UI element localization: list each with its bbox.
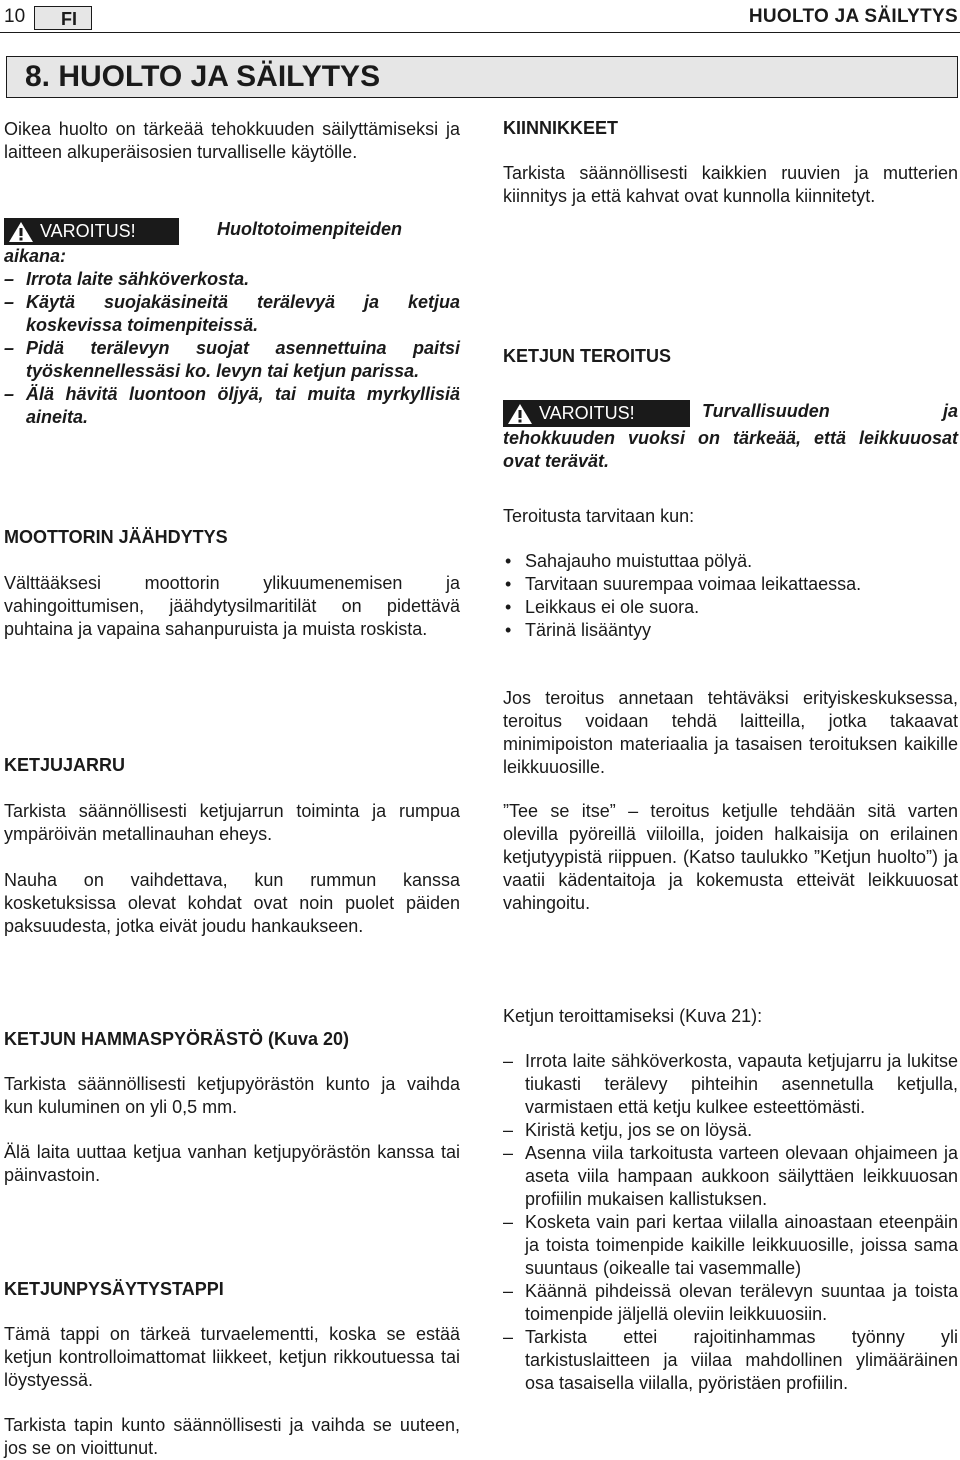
list-item: – Asenna viila tarkoitusta varteen olevaan ohjaimeen ja aseta viila hampaan aukkoon säilyttäen leikkuuosan profiilin mukaisen kallistuksen. (503, 1142, 958, 1211)
cooling-heading: MOOTTORIN JÄÄHDYTYS (4, 527, 228, 547)
brake-heading: KETJUJARRU (4, 755, 126, 775)
language-badge (34, 6, 92, 30)
warning-list (4, 268, 460, 429)
fasteners-paragraph: Tarkista säännöllisesti kaikkien ruuvien ja mutterien kiinnitys ja että kahvat ovat kunnolla kiinnitetyt. (503, 163, 958, 206)
cooling-paragraph: Välttääksesi moottorin ylikuumenemisen ja vahingoittumisen, jäähdytysilmaritilät on pidettävä puhtaina ja vapaina sahanpuruista ja muista roskista. (4, 573, 460, 639)
chapter-title-bar (6, 56, 958, 98)
sharpening-warning (503, 400, 958, 473)
header-rule (0, 32, 960, 33)
list-item: • Tärinä lisääntyy (503, 619, 958, 642)
list-item: – Kosketa vain pari kertaa viilalla ainoastaan eteenpäin ja toista toimenpide kaikille leikkuuosille, joissa sama suuntaus (oikealle tai vasemmalle) (503, 1211, 958, 1280)
sharpening-needed-intro: Teroitusta tarvitaan kun: (503, 506, 695, 526)
sprocket-heading: KETJUN HAMMASPYÖRÄSTÖ (Kuva 20) (4, 1029, 350, 1049)
list-item: – Irrota laite sähköverkosta, vapauta ketjujarru ja lukitse tiukasti terälevy pihteihin asennetulla ketjulla, varmistaen että ketju kulkee esteettömästi. (503, 1050, 958, 1119)
warning-badge (503, 400, 690, 427)
running-section-title: HUOLTO JA SÄILYTYS (748, 6, 958, 27)
warning-triangle-icon (507, 403, 533, 425)
warning-badge (4, 218, 179, 245)
sharpening-paragraph-2: ”Tee se itse” – teroitus ketjulle tehdään sitä varten olevilla pyöreillä viiloilla, joiden halkaisija on erilainen ketjutyypistä riippuen. (Katso taulukko ”Ketjun huolto”) ja vaatii kädentaitoja ja kokemusta etteivät leikkuuosat vahingoitu. (503, 801, 958, 913)
fasteners-heading: KIINNIKKEET (503, 118, 619, 138)
sprocket-paragraph-2: Älä laita uuttaa ketjua vanhan ketjupyörästön kanssa tai päinvastoin. (4, 1142, 460, 1185)
page-header (0, 0, 960, 34)
list-item: – Tarkista ettei rajoitinhammas työnny yli tarkistuslaitteen ja viilaa mahdollinen ylimääräinen osa tasaisella viilalla, pyöristäen profiilin. (503, 1326, 958, 1395)
intro-paragraph: Oikea huolto on tärkeää tehokkuuden säilyttämiseksi ja laitteen alkuperäisosien turvalliselle käytölle. (4, 119, 460, 162)
sharpening-needed-list (503, 550, 958, 642)
sharpening-steps-list (503, 1050, 958, 1395)
brake-paragraph-2: Nauha on vaihdettava, kun rummun kanssa kosketuksissa olevat kohdat ovat noin puolet päiden paksuudesta, jotka eivät joudu hankaukseen. (4, 870, 460, 936)
list-item: – Kiristä ketju, jos se on löysä. (503, 1119, 958, 1142)
sharpening-heading: KETJUN TEROITUS (503, 346, 672, 366)
brake-paragraph-1: Tarkista säännöllisesti ketjujarrun toiminta ja rumpua ympäröivän metallinauhan eheys. (4, 801, 460, 844)
list-item: • Tarvitaan suurempaa voimaa leikattaessa. (503, 573, 958, 596)
warning-badge-label: VAROITUS! (539, 403, 635, 423)
list-item: – Irrota laite sähköverkosta. (4, 268, 460, 291)
list-item: – Pidä terälevyn suojat asennettuina paitsi työskennellessäsi ko. levyn tai ketjun parissa. (4, 337, 460, 383)
list-item: – Käännä pihdeissä olevan terälevyn suuntaa ja toista toimenpide jäljellä oleviin leikkuuosiin. (503, 1280, 958, 1326)
sprocket-paragraph-1: Tarkista säännöllisesti ketjupyörästön kunto ja vaihda kun kuluminen on yli 0,5 mm. (4, 1074, 460, 1117)
list-item: – Älä hävitä luontoon öljyä, tai muita myrkyllisiä aineita. (4, 383, 460, 429)
catcher-heading: KETJUNPYSÄYTYSTAPPI (4, 1279, 224, 1299)
list-item: • Sahajauho muistuttaa pölyä. (503, 550, 958, 573)
warning-triangle-icon (8, 221, 34, 243)
catcher-paragraph-2: Tarkista tapin kunto säännöllisesti ja vaihda se uuteen, jos se on vioittunut. (4, 1415, 460, 1458)
list-item: • Leikkaus ei ole suora. (503, 596, 958, 619)
language-code: FI (61, 9, 77, 29)
catcher-paragraph-1: Tämä tappi on tärkeä turvaelementti, koska se estää ketjun kontrolloimattomat liikkeet, ketjun rikkoutuessa tai löystyessä. (4, 1324, 460, 1390)
warning-text: Turvallisuuden ja tehokkuuden vuoksi on tärkeää, että leikkuuosat ovat terävät. (503, 401, 958, 471)
list-item: – Käytä suojakäsineitä terälevyä ja ketjua koskevissa toimenpiteissä. (4, 291, 460, 337)
sharpening-steps-intro: Ketjun teroittamiseksi (Kuva 21): (503, 1006, 763, 1026)
warning-text: Huoltotoimenpiteiden aikana: (4, 219, 402, 266)
maintenance-warning (4, 218, 460, 429)
warning-badge-label: VAROITUS! (40, 221, 136, 241)
page-number: 10 (4, 6, 26, 27)
chapter-title: 8. HUOLTO JA SÄILYTYS (25, 60, 381, 93)
sharpening-paragraph-1: Jos teroitus annetaan tehtäväksi erityiskeskuksessa, teroitus voidaan tehdä laitteilla, jotka takaavat minimipoiston materiaalia ja tasaisen teroituksen kaikille leikkuuosille. (503, 688, 958, 777)
